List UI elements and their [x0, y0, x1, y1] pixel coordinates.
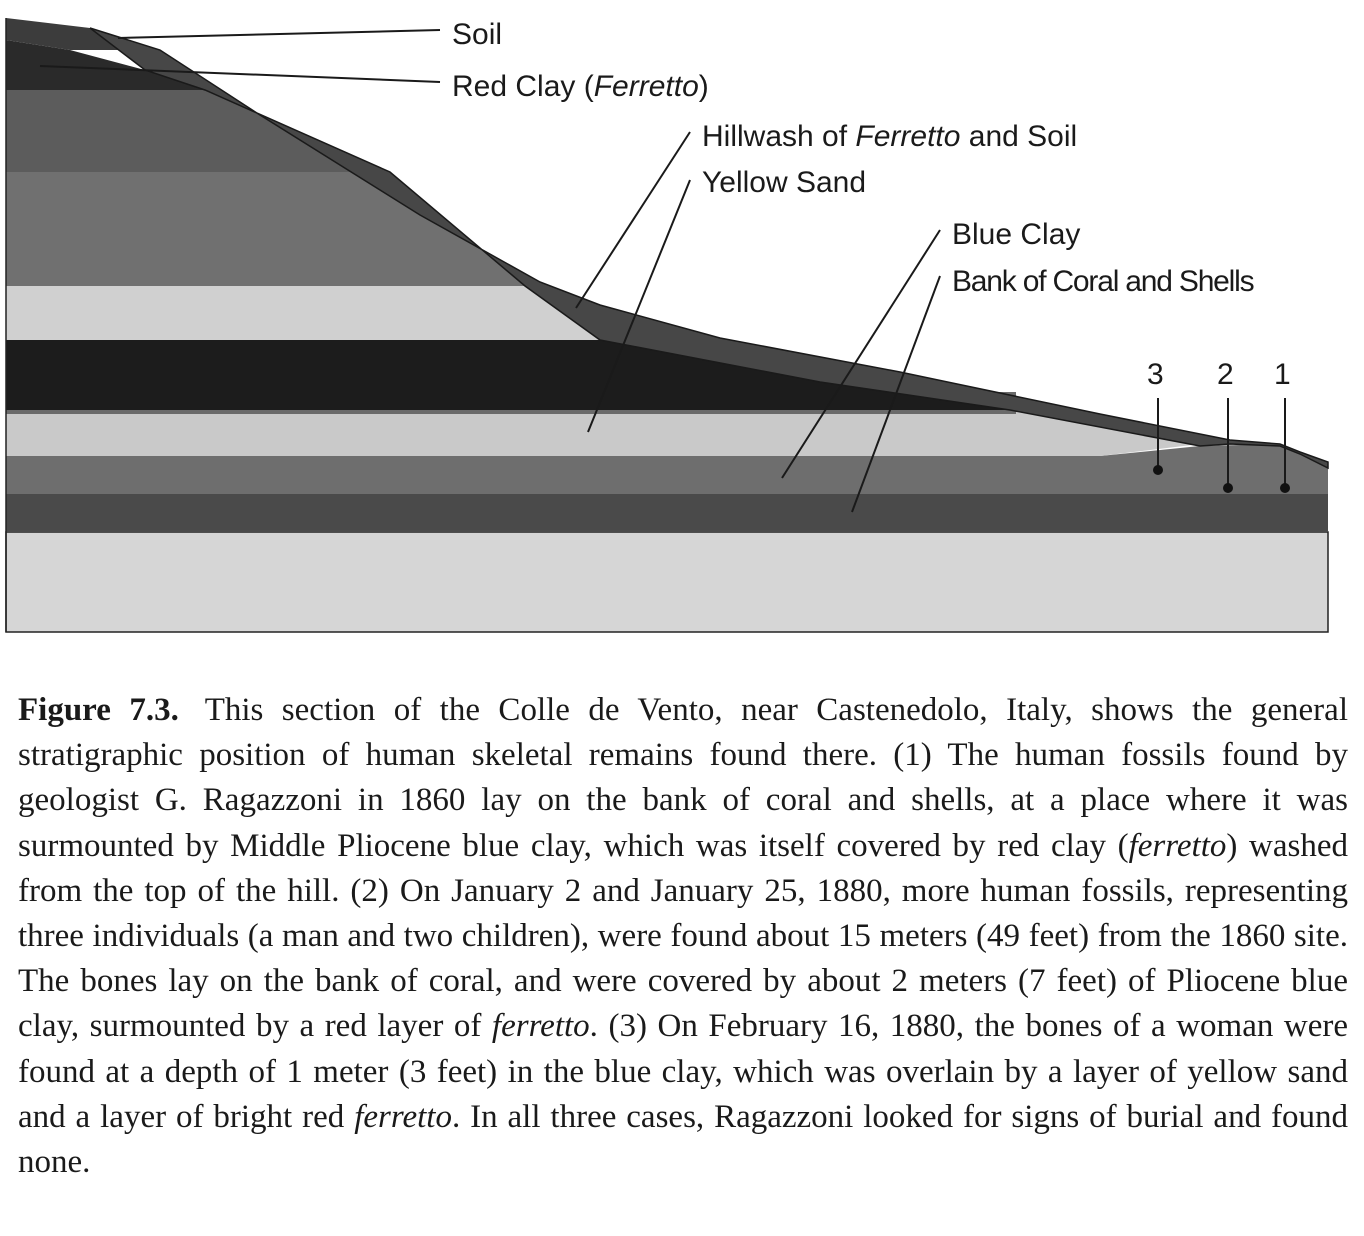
caption-text-3: . (3) On February 16, 1880, the bones of a woman were found at a depth of 1 meter (3 feet) in the blue clay, which was overlain by a layer of yellow sand and a layer of bright red [18, 1008, 1349, 1135]
figure-caption [18, 688, 1348, 1185]
figure-number: Figure 7.3. [18, 692, 179, 728]
label-red-clay: Red Clay (Ferretto) [452, 70, 709, 103]
label-blue-clay: Blue Clay [952, 218, 1081, 251]
label-hillwash: Hillwash of Ferretto and Soil [702, 120, 1078, 153]
marker-dot-1 [1280, 483, 1290, 493]
caption-text-2: ) washed from the top of the hill. (2) On January 2 and January 25, 1880, more human fossils, representing three individuals (a man and two children), were found about 15 meters (49 feet) from the 1860 site. The bones lay on the bank of coral, and were covered by about 2 meters (7 feet) of Pliocene blue clay, surmounted by a red layer of [18, 827, 1348, 1045]
label-bank-of-coral: Bank of Coral and Shells [952, 265, 1254, 298]
caption-text-1: This section of the Colle de Vento, near Castenedolo, Italy, shows the general stratigraphic position of human skeletal remains found there. (1) The human fossils found by geologist G. Ragazzoni in 1860 lay on the bank of coral and shells, at a place where it was surmounted by Middle Pliocene blue clay, which was itself covered by red clay ( [18, 692, 1348, 864]
layer-yellow-sand [6, 410, 1200, 456]
site-number-1: 1 [1274, 358, 1291, 391]
layer-light-band [6, 286, 600, 340]
caption-text-4: . In all three cases, Ragazzoni looked for signs of burial and found none. [18, 1098, 1348, 1181]
caption-italic-1: ferretto [1128, 827, 1227, 864]
layer-bank-of-coral [6, 494, 1328, 532]
site-number-3: 3 [1147, 358, 1164, 391]
layer-bottom-sand [6, 532, 1328, 632]
marker-dot-3 [1153, 465, 1163, 475]
label-yellow-sand: Yellow Sand [702, 166, 867, 199]
site-number-2: 2 [1217, 358, 1234, 391]
leader-soil [118, 30, 440, 38]
label-soil: Soil [452, 18, 503, 51]
caption-italic-2: ferretto [491, 1008, 590, 1045]
caption-italic-3: ferretto [354, 1098, 452, 1135]
marker-dot-2 [1223, 483, 1233, 493]
